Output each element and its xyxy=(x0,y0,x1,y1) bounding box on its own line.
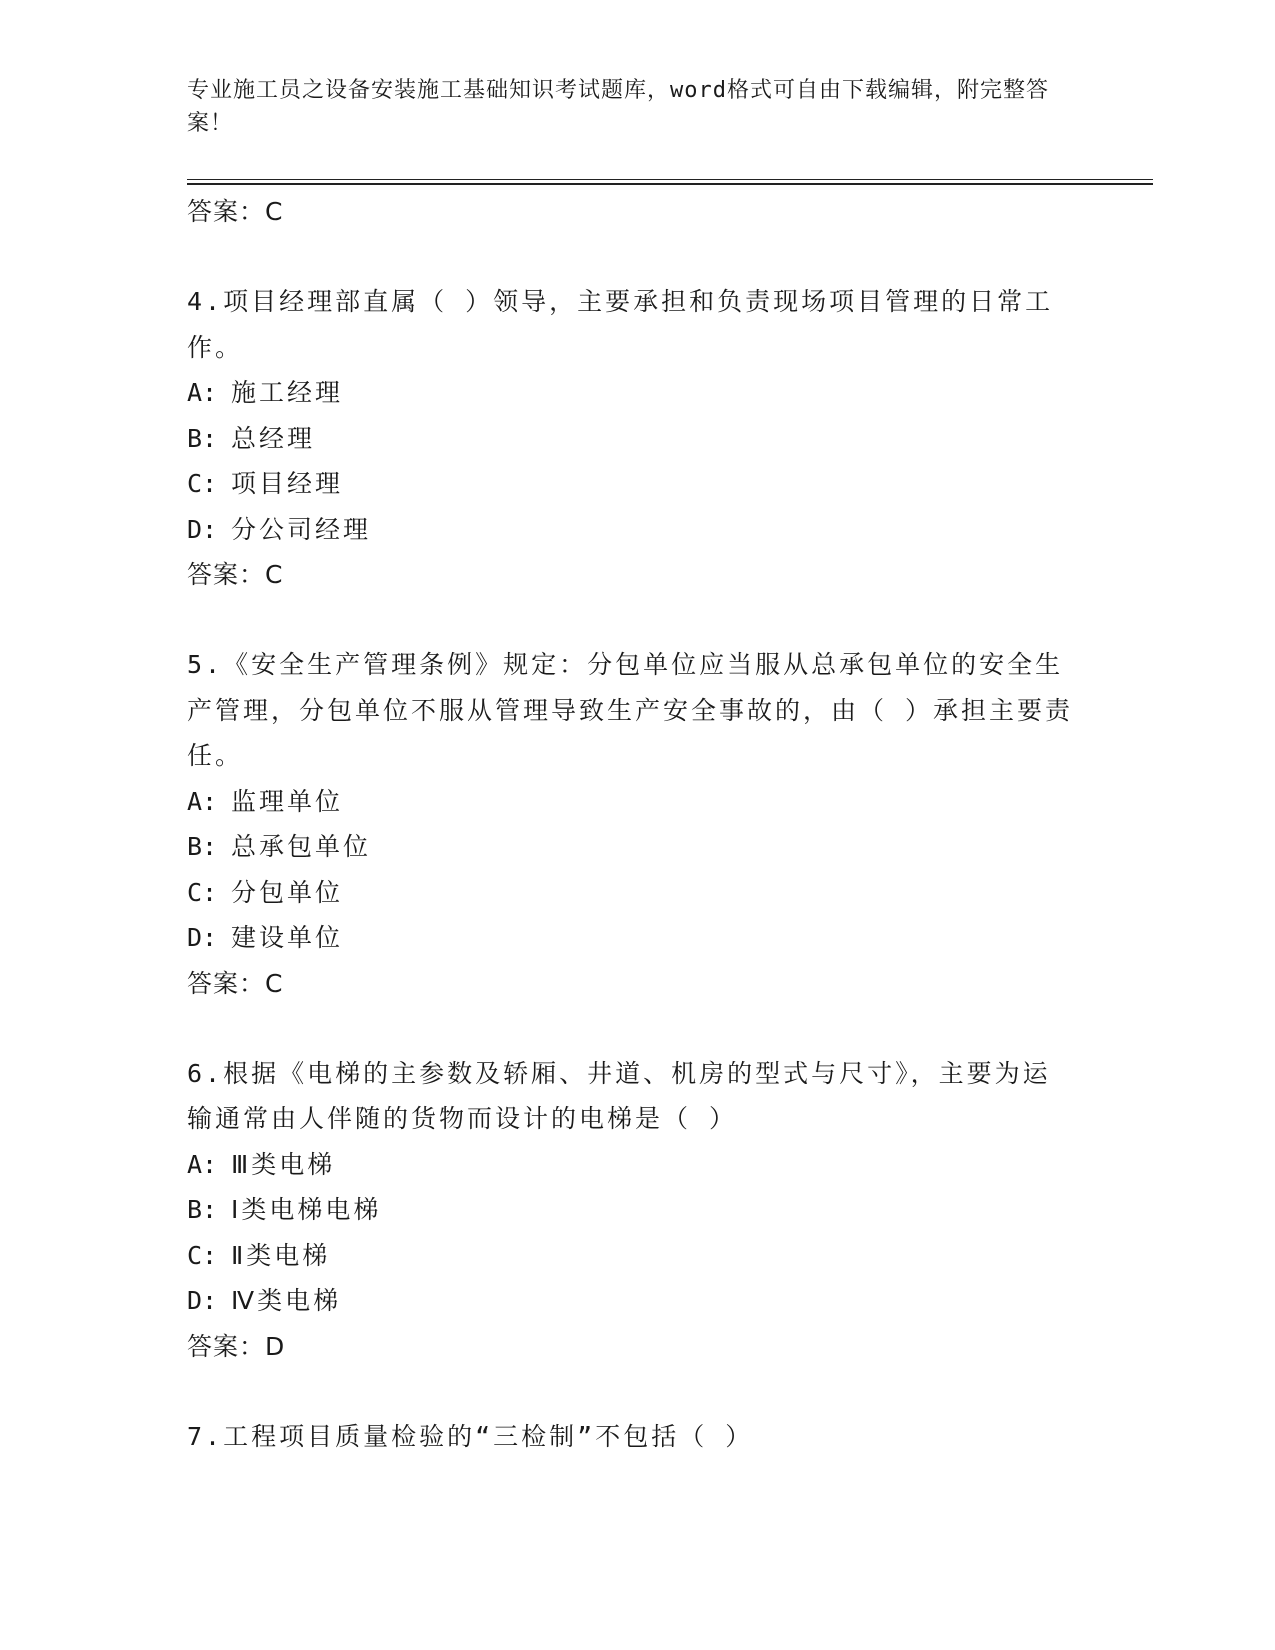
option-key: A: xyxy=(187,378,218,407)
answer-line: 答案：C xyxy=(187,968,284,998)
spacer xyxy=(187,597,1087,642)
option-a xyxy=(187,1142,1087,1188)
question-block-4 xyxy=(187,279,1087,597)
answer-line: 答案：C xyxy=(187,560,284,589)
option-a xyxy=(187,370,1087,416)
option-text: 监理单位 xyxy=(231,786,344,816)
option-b xyxy=(187,824,1087,870)
page-header: 专业施工员之设备安装施工基础知识考试题库，word格式可自由下载编辑，附完整答案！ xyxy=(187,78,1049,136)
option-key: D: xyxy=(187,923,218,952)
option-b xyxy=(187,1187,1087,1233)
option-key: B: xyxy=(187,423,218,453)
option-c xyxy=(187,870,1087,916)
option-key: C: xyxy=(187,469,218,498)
answer-line: 答案：C xyxy=(187,197,284,226)
option-key: A: xyxy=(187,786,218,816)
question-block-7 xyxy=(187,1414,1087,1460)
option-text: 总经理 xyxy=(231,423,316,453)
option-text: Ⅲ类电梯 xyxy=(231,1149,336,1179)
option-text: Ⅳ类电梯 xyxy=(231,1286,342,1315)
question-stem: 5.《安全生产管理条例》规定：分包单位应当服从总承包单位的安全生产管理，分包单位不服从管理导致生产安全事故的，由（ ）承担主要责任。 xyxy=(187,650,1074,770)
option-key: C: xyxy=(187,1240,218,1270)
option-key: C: xyxy=(187,877,218,907)
option-b xyxy=(187,416,1087,462)
option-c xyxy=(187,1233,1087,1279)
option-d xyxy=(187,1278,1087,1324)
spacer xyxy=(187,1006,1087,1051)
option-text: 分包单位 xyxy=(231,877,344,907)
question-stem: 4.项目经理部直属（ ）领导，主要承担和负责现场项目管理的日常工作。 xyxy=(187,287,1054,362)
question-stem: 6.根据《电梯的主参数及轿厢、井道、机房的型式与尺寸》，主要为运输通常由人伴随的货物而设计的电梯是（ ） xyxy=(187,1058,1051,1133)
option-text: 施工经理 xyxy=(231,378,344,407)
question-stem: 7.工程项目质量检验的“三检制”不包括（ ） xyxy=(187,1421,754,1451)
option-d xyxy=(187,507,1087,553)
option-c xyxy=(187,461,1087,507)
option-text: 分公司经理 xyxy=(231,514,372,544)
spacer xyxy=(187,234,1087,279)
option-text: 项目经理 xyxy=(231,469,344,498)
header-rule-thin xyxy=(187,179,1153,180)
spacer xyxy=(187,1369,1087,1414)
question-list xyxy=(187,189,1087,1459)
option-a xyxy=(187,779,1087,825)
option-d xyxy=(187,915,1087,961)
option-key: B: xyxy=(187,1195,218,1224)
header-rule-thick xyxy=(187,183,1153,185)
question-block-5 xyxy=(187,642,1087,1006)
option-key: B: xyxy=(187,832,218,861)
option-text: 总承包单位 xyxy=(231,832,372,861)
option-text: 建设单位 xyxy=(231,923,344,952)
answer-line: 答案：D xyxy=(187,1331,286,1361)
option-key: A: xyxy=(187,1149,218,1179)
option-text: Ⅱ类电梯 xyxy=(231,1240,331,1270)
option-key: D: xyxy=(187,514,218,544)
question-block-6 xyxy=(187,1051,1087,1369)
option-key: D: xyxy=(187,1286,218,1315)
option-text: Ⅰ类电梯电梯 xyxy=(231,1195,382,1224)
